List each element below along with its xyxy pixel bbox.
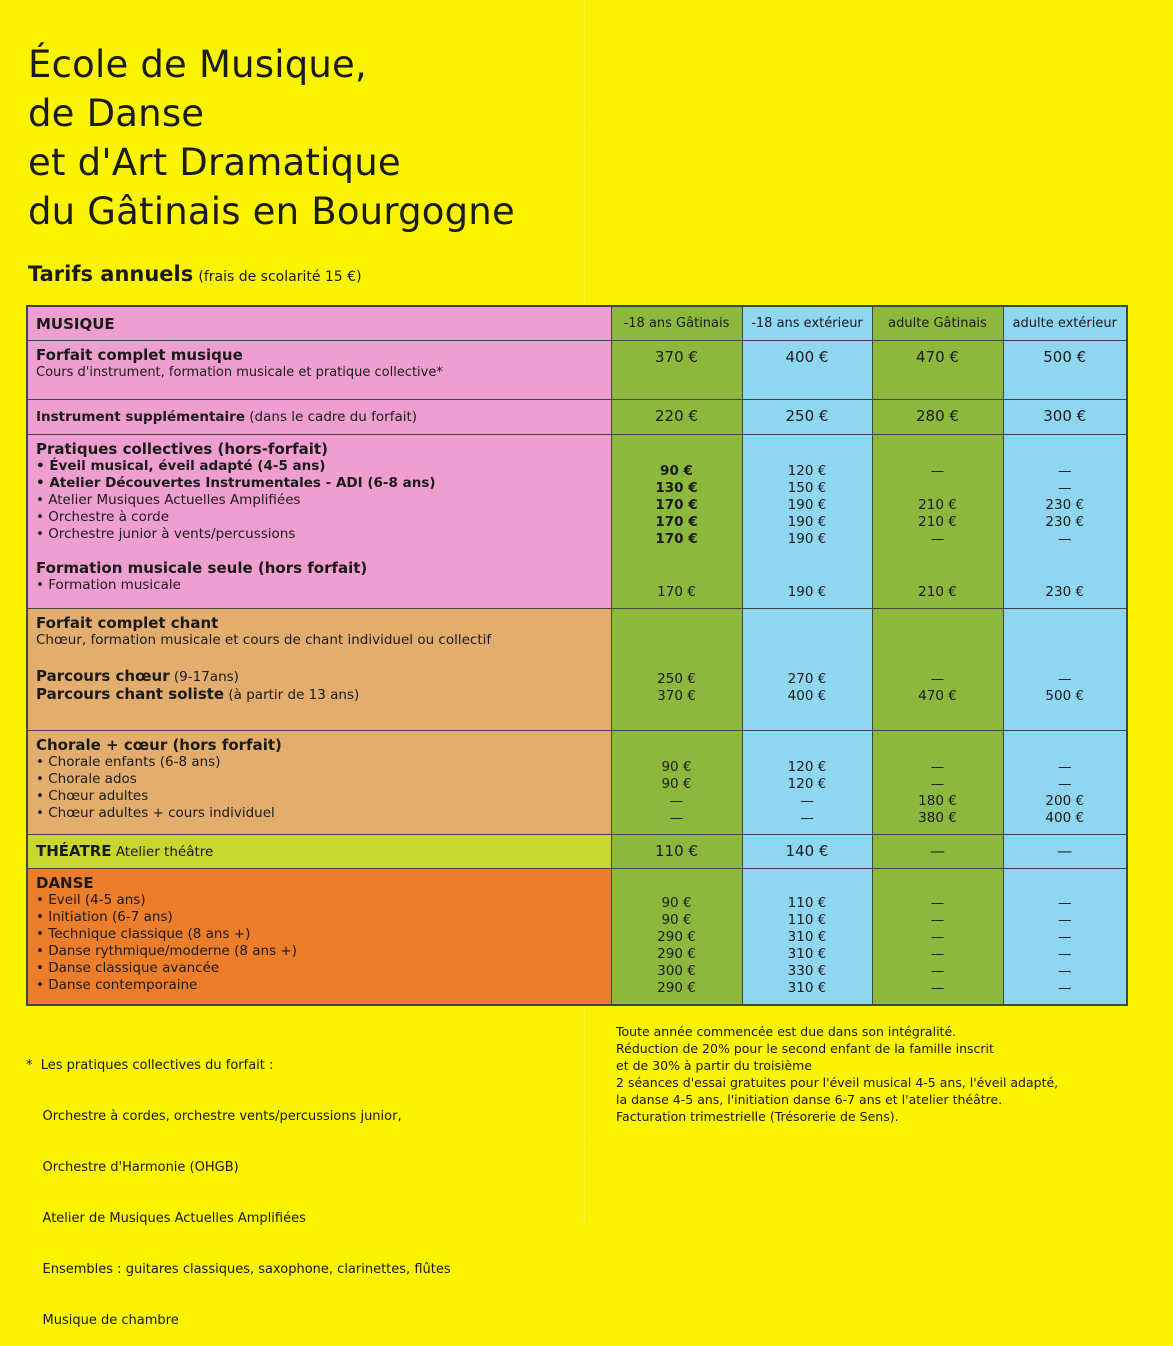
price: 90 €: [661, 758, 692, 775]
footnote-line: Orchestre d'Harmonie (OHGB): [26, 1160, 239, 1175]
price: —: [1058, 775, 1072, 792]
title-line-2: de Danse: [28, 92, 205, 135]
chant-col-3: [872, 608, 1003, 730]
price: —: [1058, 928, 1072, 945]
list-item: • Chœur adultes: [36, 787, 149, 804]
table-row-instrument: [27, 399, 1127, 434]
list-item: • Initiation (6-7 ans): [36, 908, 173, 925]
price: 110 €: [787, 894, 827, 911]
price: —: [930, 775, 945, 792]
price: —: [930, 894, 945, 911]
price: 170 €: [655, 513, 698, 530]
price: 90 €: [661, 911, 692, 928]
footnote-line: Facturation trimestrielle (Trésorerie de Sens).: [616, 1109, 899, 1124]
pratiques-col-1: [611, 434, 742, 608]
list-item: • Chorale ados: [36, 770, 137, 787]
forfait-title: Forfait complet musique: [36, 345, 243, 364]
tarifs-title: Tarifs annuels: [28, 262, 194, 286]
price: —: [930, 979, 945, 996]
price: 210 €: [918, 513, 957, 530]
theatre-note: Atelier théâtre: [115, 844, 214, 860]
price: —: [669, 792, 684, 809]
chorale-col-2: [742, 730, 872, 834]
price: —: [1058, 979, 1072, 996]
pratiques-col-3: [872, 434, 1003, 608]
formation-item: • Formation musicale: [36, 576, 181, 593]
pratiques-label: [27, 434, 611, 608]
pratiques-col-4: [1003, 434, 1127, 608]
price: 290 €: [657, 945, 696, 962]
forfait-desc: Cours d'instrument, formation musicale et pratique collective*: [36, 364, 443, 380]
price: 310 €: [787, 945, 827, 962]
price: —: [930, 530, 945, 547]
page-title: [28, 40, 515, 236]
tarifs-note: (frais de scolarité 15 €): [198, 269, 362, 285]
formation-v4: 230 €: [1045, 583, 1085, 600]
price: 90 €: [660, 462, 693, 479]
theatre-v1: 110 €: [611, 834, 742, 868]
theatre-title: THÉATRE: [36, 842, 112, 860]
price: —: [1058, 894, 1072, 911]
instrument-note: (dans le cadre du forfait): [249, 409, 418, 425]
header-col-2: -18 ans extérieur: [742, 306, 872, 340]
header-col-1: -18 ans Gâtinais: [611, 306, 742, 340]
price: —: [1058, 911, 1072, 928]
formation-v3: 210 €: [918, 583, 957, 600]
tarifs-heading: [28, 262, 362, 286]
price: —: [1058, 462, 1072, 479]
forfait-v3: 470 €: [872, 340, 1003, 399]
table-row-theatre: [27, 834, 1127, 868]
price: 150 €: [787, 479, 827, 496]
footnote-line: la danse 4-5 ans, l'initiation danse 6-7 ans et l'atelier théâtre.: [616, 1092, 1003, 1107]
list-item: • Danse classique avancée: [36, 959, 220, 976]
price: —: [1058, 479, 1072, 496]
list-item: • Danse rythmique/moderne (8 ans +): [36, 942, 298, 959]
price: —: [930, 911, 945, 928]
table-row-pratiques: [27, 434, 1127, 608]
danse-col-3: [872, 868, 1003, 1005]
instrument-v1: 220 €: [611, 399, 742, 434]
price: 370 €: [657, 687, 696, 704]
chant-col-2: [742, 608, 872, 730]
list-item: • Orchestre à corde: [36, 508, 170, 525]
instrument-v4: 300 €: [1003, 399, 1127, 434]
forfait-label: [27, 340, 611, 399]
instrument-label: [27, 399, 611, 434]
price: 270 €: [787, 670, 827, 687]
list-item: • Éveil musical, éveil adapté (4-5 ans): [36, 457, 326, 474]
price: —: [930, 962, 945, 979]
price: 310 €: [787, 979, 827, 996]
price: 130 €: [655, 479, 698, 496]
price: —: [669, 809, 684, 826]
price: —: [930, 758, 945, 775]
forfait-v1: 370 €: [611, 340, 742, 399]
theatre-v2: 140 €: [742, 834, 872, 868]
price: —: [800, 792, 814, 809]
price: —: [800, 809, 814, 826]
price: 470 €: [918, 687, 957, 704]
price: —: [930, 928, 945, 945]
list-item: • Technique classique (8 ans +): [36, 925, 251, 942]
price: 290 €: [657, 928, 696, 945]
formation-v2: 190 €: [787, 583, 827, 600]
price: 190 €: [787, 496, 827, 513]
footnote-right: [616, 1023, 1058, 1125]
price: 250 €: [657, 670, 696, 687]
table-row-chorale: [27, 730, 1127, 834]
price: —: [1058, 670, 1072, 687]
list-item: • Orchestre junior à vents/percussions: [36, 525, 296, 542]
price: 170 €: [655, 530, 698, 547]
price: —: [930, 670, 945, 687]
price: 330 €: [787, 962, 827, 979]
instrument-v2: 250 €: [742, 399, 872, 434]
price: —: [1058, 758, 1072, 775]
price: 400 €: [1045, 809, 1085, 826]
chorale-col-4: [1003, 730, 1127, 834]
price: 180 €: [918, 792, 957, 809]
danse-title: DANSE: [36, 873, 94, 892]
header-musique: MUSIQUE: [27, 306, 611, 340]
pratiques-col-2: [742, 434, 872, 608]
footnote-line: Atelier de Musiques Actuelles Amplifiées: [26, 1211, 306, 1226]
chorale-col-1: [611, 730, 742, 834]
price: —: [930, 945, 945, 962]
price: 120 €: [787, 462, 827, 479]
parcours-choeur-title: Parcours chœur: [36, 666, 170, 685]
table-row-danse: [27, 868, 1127, 1005]
chorale-col-3: [872, 730, 1003, 834]
chant-title: Forfait complet chant: [36, 613, 219, 632]
danse-label: [27, 868, 611, 1005]
price: 90 €: [661, 894, 692, 911]
table-row-forfait: [27, 340, 1127, 399]
forfait-v4: 500 €: [1003, 340, 1127, 399]
parcours-soliste-title: Parcours chant soliste: [36, 684, 225, 703]
table-header-row: [27, 306, 1127, 340]
danse-col-1: [611, 868, 742, 1005]
parcours-choeur-note: (9-17ans): [173, 668, 239, 685]
chant-col-1: [611, 608, 742, 730]
footnote-line: Réduction de 20% pour le second enfant de la famille inscrit: [616, 1041, 994, 1056]
footnote-line: Musique de chambre: [26, 1313, 179, 1328]
price: 230 €: [1045, 496, 1085, 513]
footnote-line: Ensembles : guitares classiques, saxophone, clarinettes, flûtes: [26, 1262, 451, 1277]
footnote-left: [26, 1023, 451, 1346]
price: —: [930, 462, 945, 479]
footnote-line: et de 30% à partir du troisième: [616, 1058, 813, 1073]
price: 400 €: [787, 687, 827, 704]
chorale-title: Chorale + cœur (hors forfait): [36, 735, 282, 754]
parcours-soliste-note: (à partir de 13 ans): [228, 686, 360, 703]
formation-v1: 170 €: [657, 583, 696, 600]
title-line-3: et d'Art Dramatique: [28, 141, 401, 184]
instrument-title: Instrument supplémentaire: [36, 409, 245, 425]
price: 110 €: [787, 911, 827, 928]
price: [873, 480, 1003, 497]
price: 120 €: [787, 775, 827, 792]
price: 190 €: [787, 513, 827, 530]
theatre-v4: —: [1003, 834, 1127, 868]
price: 90 €: [661, 775, 692, 792]
theatre-v3: —: [872, 834, 1003, 868]
chorale-label: [27, 730, 611, 834]
formation-title: Formation musicale seule (hors forfait): [36, 558, 368, 577]
price: 300 €: [657, 962, 696, 979]
footnote-line: 2 séances d'essai gratuites pour l'éveil musical 4-5 ans, l'éveil adapté,: [616, 1075, 1059, 1090]
price: —: [1058, 945, 1072, 962]
price: 200 €: [1045, 792, 1085, 809]
pratiques-title: Pratiques collectives (hors-forfait): [36, 439, 328, 458]
footnote-line: * Les pratiques collectives du forfait :: [26, 1058, 274, 1073]
footnote-line: Orchestre à cordes, orchestre vents/percussions junior,: [26, 1109, 402, 1124]
price: 120 €: [787, 758, 827, 775]
price: 170 €: [655, 496, 698, 513]
instrument-v3: 280 €: [872, 399, 1003, 434]
price: —: [1058, 530, 1072, 547]
forfait-v2: 400 €: [742, 340, 872, 399]
list-item: • Chorale enfants (6-8 ans): [36, 753, 221, 770]
price: 190 €: [787, 530, 827, 547]
list-item: • Eveil (4-5 ans): [36, 891, 146, 908]
price: 230 €: [1045, 513, 1085, 530]
title-line-1: École de Musique,: [28, 43, 367, 86]
price: 210 €: [918, 496, 957, 513]
price: —: [1058, 962, 1072, 979]
chant-desc: Chœur, formation musicale et cours de chant individuel ou collectif: [36, 631, 492, 648]
header-col-3: adulte Gâtinais: [872, 306, 1003, 340]
price: 500 €: [1045, 687, 1085, 704]
theatre-label: [27, 834, 611, 868]
tarifs-table: [26, 305, 1128, 1006]
list-item: • Atelier Découvertes Instrumentales - ADI (6-8 ans): [36, 474, 436, 491]
price: 290 €: [657, 979, 696, 996]
footnote-line: Toute année commencée est due dans son intégralité.: [616, 1024, 957, 1039]
danse-col-2: [742, 868, 872, 1005]
table-row-chant: [27, 608, 1127, 730]
price: 380 €: [918, 809, 957, 826]
title-line-4: du Gâtinais en Bourgogne: [28, 190, 515, 233]
chant-label: [27, 608, 611, 730]
list-item: • Atelier Musiques Actuelles Amplifiées: [36, 491, 301, 508]
list-item: • Chœur adultes + cours individuel: [36, 804, 275, 821]
header-col-4: adulte extérieur: [1003, 306, 1127, 340]
list-item: • Danse contemporaine: [36, 976, 198, 993]
chant-col-4: [1003, 608, 1127, 730]
danse-col-4: [1003, 868, 1127, 1005]
price: 310 €: [787, 928, 827, 945]
